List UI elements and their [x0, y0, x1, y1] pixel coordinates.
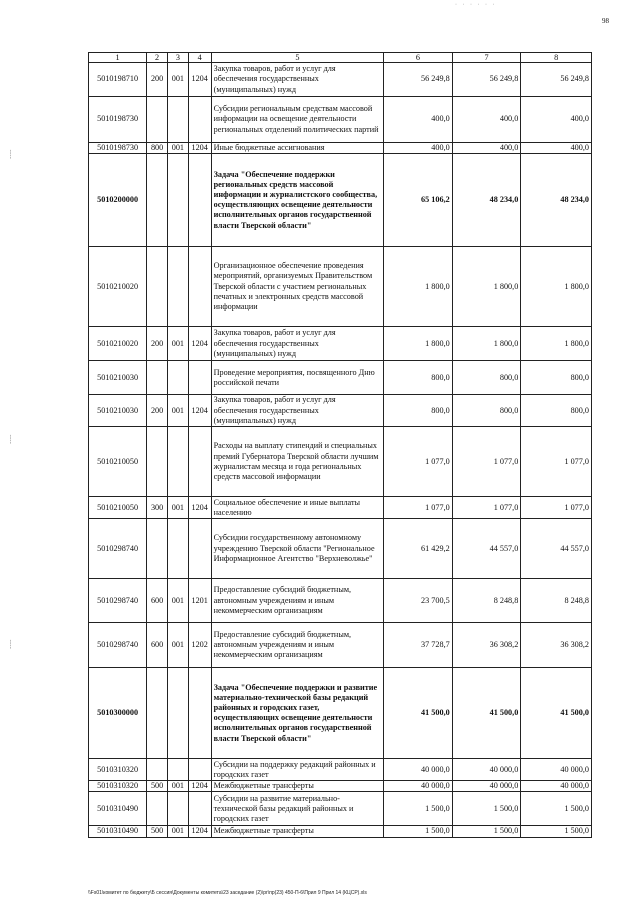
table-row: [89, 154, 592, 247]
amount-col8: 40 000,0: [521, 781, 592, 792]
expense-type: [147, 759, 168, 781]
expense-type: 200: [147, 395, 168, 427]
amount-col6: 400,0: [384, 97, 453, 143]
target-code: 5010310320: [89, 759, 147, 781]
column-header: 1: [89, 53, 147, 63]
item-name: Закупка товаров, работ и услуг для обеспечения государственных (муниципальных) нужд: [211, 327, 384, 361]
item-name: Закупка товаров, работ и услуг для обеспечения государственных (муниципальных) нужд: [211, 395, 384, 427]
table-row: [89, 361, 592, 395]
amount-col7: 48 234,0: [452, 154, 521, 247]
amount-col6: 40 000,0: [384, 781, 453, 792]
item-name: Закупка товаров, работ и услуг для обеспечения государственных (муниципальных) нужд: [211, 63, 384, 97]
column-header: 8: [521, 53, 592, 63]
amount-col6: 61 429,2: [384, 519, 453, 579]
target-code: 5010198730: [89, 143, 147, 154]
section-code: 1204: [188, 826, 211, 837]
section-code: 1201: [188, 579, 211, 623]
table-row: [89, 792, 592, 826]
amount-col7: 41 500,0: [452, 668, 521, 759]
budget-table: [88, 52, 592, 838]
ministry-code: [167, 792, 188, 826]
target-code: 5010210030: [89, 361, 147, 395]
amount-col8: 1 077,0: [521, 427, 592, 497]
item-name: Расходы на выплату стипендий и специальных премий Губернатора Тверской области лучшим журналистам месяца и года региональных средств массовой информации: [211, 427, 384, 497]
amount-col7: 40 000,0: [452, 781, 521, 792]
amount-col8: 40 000,0: [521, 759, 592, 781]
expense-type: 500: [147, 826, 168, 837]
ministry-code: [167, 427, 188, 497]
amount-col7: 1 800,0: [452, 327, 521, 361]
item-name: Предоставление субсидий бюджетным, автономным учреждениям и иным некоммерческим организациям: [211, 623, 384, 668]
amount-col7: 40 000,0: [452, 759, 521, 781]
expense-type: [147, 247, 168, 327]
target-code: 5010210050: [89, 497, 147, 519]
ministry-code: 001: [167, 395, 188, 427]
column-header: 4: [188, 53, 211, 63]
ministry-code: [167, 759, 188, 781]
expense-type: 600: [147, 623, 168, 668]
amount-col8: 800,0: [521, 395, 592, 427]
target-code: 5010298740: [89, 623, 147, 668]
expense-type: 600: [147, 579, 168, 623]
item-name: Иные бюджетные ассигнования: [211, 143, 384, 154]
amount-col8: 44 557,0: [521, 519, 592, 579]
amount-col7: 400,0: [452, 143, 521, 154]
amount-col8: 1 800,0: [521, 247, 592, 327]
target-code: 5010310490: [89, 792, 147, 826]
amount-col8: 56 249,8: [521, 63, 592, 97]
table-row: [89, 327, 592, 361]
amount-col6: 800,0: [384, 361, 453, 395]
item-name: Межбюджетные трансферты: [211, 826, 384, 837]
amount-col7: 1 077,0: [452, 427, 521, 497]
item-name: Проведение мероприятия, посвященного Дню российской печати: [211, 361, 384, 395]
column-header: 6: [384, 53, 453, 63]
target-code: 5010198710: [89, 63, 147, 97]
item-name: Задача "Обеспечение поддержки и развитие материально-технической базы редакций районных и городских газет, осуществляющих освещение деятельности исполнительных органов государственной власти Тверской области": [211, 668, 384, 759]
target-code: 5010210020: [89, 327, 147, 361]
amount-col7: 800,0: [452, 361, 521, 395]
column-header: 7: [452, 53, 521, 63]
table-row: [89, 519, 592, 579]
ministry-code: [167, 154, 188, 247]
amount-col8: 1 800,0: [521, 327, 592, 361]
expense-type: 200: [147, 63, 168, 97]
amount-col6: 56 249,8: [384, 63, 453, 97]
page-number: 98: [602, 17, 609, 25]
target-code: 5010310320: [89, 781, 147, 792]
amount-col6: 1 800,0: [384, 327, 453, 361]
section-code: [188, 759, 211, 781]
table-row: [89, 427, 592, 497]
section-code: [188, 519, 211, 579]
item-name: Задача "Обеспечение поддержки региональных средств массовой информации и журналистского сообщества, осуществляющих освещение деятельности исполнительных органов государственной власти Тверской области": [211, 154, 384, 247]
table-row: [89, 781, 592, 792]
amount-col8: 8 248,8: [521, 579, 592, 623]
section-code: [188, 361, 211, 395]
item-name: Межбюджетные трансферты: [211, 781, 384, 792]
ministry-code: [167, 247, 188, 327]
table-row: [89, 759, 592, 781]
amount-col7: 8 248,8: [452, 579, 521, 623]
amount-col7: 56 249,8: [452, 63, 521, 97]
table-row: [89, 623, 592, 668]
expense-type: [147, 361, 168, 395]
expense-type: 800: [147, 143, 168, 154]
amount-col7: 400,0: [452, 97, 521, 143]
ministry-code: [167, 668, 188, 759]
expense-type: [147, 427, 168, 497]
binding-mark: ┊: [8, 150, 13, 159]
amount-col8: 36 308,2: [521, 623, 592, 668]
amount-col6: 23 700,5: [384, 579, 453, 623]
column-header: 5: [211, 53, 384, 63]
amount-col8: 1 500,0: [521, 792, 592, 826]
amount-col8: 1 077,0: [521, 497, 592, 519]
ministry-code: 001: [167, 579, 188, 623]
section-code: 1204: [188, 63, 211, 97]
section-code: [188, 427, 211, 497]
ministry-code: 001: [167, 781, 188, 792]
target-code: 5010200000: [89, 154, 147, 247]
amount-col7: 1 800,0: [452, 247, 521, 327]
target-code: 5010210030: [89, 395, 147, 427]
amount-col6: 40 000,0: [384, 759, 453, 781]
expense-type: [147, 97, 168, 143]
amount-col6: 41 500,0: [384, 668, 453, 759]
amount-col6: 800,0: [384, 395, 453, 427]
table-row: [89, 143, 592, 154]
amount-col6: 37 728,7: [384, 623, 453, 668]
table-row: [89, 395, 592, 427]
ministry-code: 001: [167, 327, 188, 361]
section-code: 1204: [188, 395, 211, 427]
table-row: [89, 579, 592, 623]
amount-col6: 400,0: [384, 143, 453, 154]
expense-type: 200: [147, 327, 168, 361]
target-code: 5010198730: [89, 97, 147, 143]
expense-type: [147, 519, 168, 579]
table-row: [89, 97, 592, 143]
section-code: 1204: [188, 143, 211, 154]
target-code: 5010210020: [89, 247, 147, 327]
amount-col8: 1 500,0: [521, 826, 592, 837]
ministry-code: 001: [167, 143, 188, 154]
target-code: 5010298740: [89, 579, 147, 623]
expense-type: 300: [147, 497, 168, 519]
section-code: [188, 97, 211, 143]
item-name: Субсидии региональным средствам массовой информации на освещение деятельности региональных отделений политических партий: [211, 97, 384, 143]
column-header: 2: [147, 53, 168, 63]
ministry-code: [167, 519, 188, 579]
item-name: Предоставление субсидий бюджетным, автономным учреждениям и иным некоммерческим организациям: [211, 579, 384, 623]
section-code: [188, 792, 211, 826]
amount-col8: 400,0: [521, 143, 592, 154]
item-name: Субсидии на развитие материально-технической базы редакций районных и городских газет: [211, 792, 384, 826]
top-marks: · · · · · ·: [455, 2, 497, 8]
table-row: [89, 247, 592, 327]
expense-type: [147, 154, 168, 247]
expense-type: [147, 792, 168, 826]
target-code: 5010298740: [89, 519, 147, 579]
amount-col8: 800,0: [521, 361, 592, 395]
amount-col8: 48 234,0: [521, 154, 592, 247]
section-code: [188, 154, 211, 247]
amount-col8: 41 500,0: [521, 668, 592, 759]
column-header: 3: [167, 53, 188, 63]
ministry-code: 001: [167, 623, 188, 668]
section-code: [188, 247, 211, 327]
section-code: 1204: [188, 327, 211, 361]
item-name: Субсидии на поддержку редакций районных и городских газет: [211, 759, 384, 781]
amount-col6: 1 077,0: [384, 427, 453, 497]
item-name: Организационное обеспечение проведения мероприятий, организуемых Правительством Тверской области с участием региональных печатных и электронных средств массовой информации: [211, 247, 384, 327]
section-code: 1204: [188, 781, 211, 792]
binding-mark: ┊: [8, 640, 13, 649]
section-code: 1204: [188, 497, 211, 519]
amount-col7: 1 500,0: [452, 792, 521, 826]
section-code: 1202: [188, 623, 211, 668]
amount-col7: 1 077,0: [452, 497, 521, 519]
item-name: Социальное обеспечение и иные выплаты населению: [211, 497, 384, 519]
ministry-code: 001: [167, 826, 188, 837]
amount-col6: 1 500,0: [384, 826, 453, 837]
table-row: [89, 497, 592, 519]
amount-col6: 65 106,2: [384, 154, 453, 247]
table-row: [89, 826, 592, 837]
expense-type: [147, 668, 168, 759]
section-code: [188, 668, 211, 759]
amount-col7: 800,0: [452, 395, 521, 427]
target-code: 5010300000: [89, 668, 147, 759]
amount-col7: 1 500,0: [452, 826, 521, 837]
expense-type: 500: [147, 781, 168, 792]
ministry-code: 001: [167, 497, 188, 519]
ministry-code: [167, 97, 188, 143]
table-header-row: [89, 53, 592, 63]
amount-col6: 1 500,0: [384, 792, 453, 826]
ministry-code: [167, 361, 188, 395]
amount-col8: 400,0: [521, 97, 592, 143]
file-path-footer: \\Fs01\комитет по бюджету\Б сессия\Документы комитета\23 заседание (2)\рг\пр(23) 450-П-6\Прил 9 Прил 14 (КЦСР).xls: [88, 890, 367, 896]
amount-col6: 1 800,0: [384, 247, 453, 327]
binding-mark: ┊: [8, 435, 13, 444]
ministry-code: 001: [167, 63, 188, 97]
table-row: [89, 63, 592, 97]
amount-col7: 36 308,2: [452, 623, 521, 668]
target-code: 5010310490: [89, 826, 147, 837]
amount-col6: 1 077,0: [384, 497, 453, 519]
target-code: 5010210050: [89, 427, 147, 497]
amount-col7: 44 557,0: [452, 519, 521, 579]
item-name: Субсидии государственному автономному учреждению Тверской области "Региональное Информационное Агентство "Верхневолжье": [211, 519, 384, 579]
table-row: [89, 668, 592, 759]
